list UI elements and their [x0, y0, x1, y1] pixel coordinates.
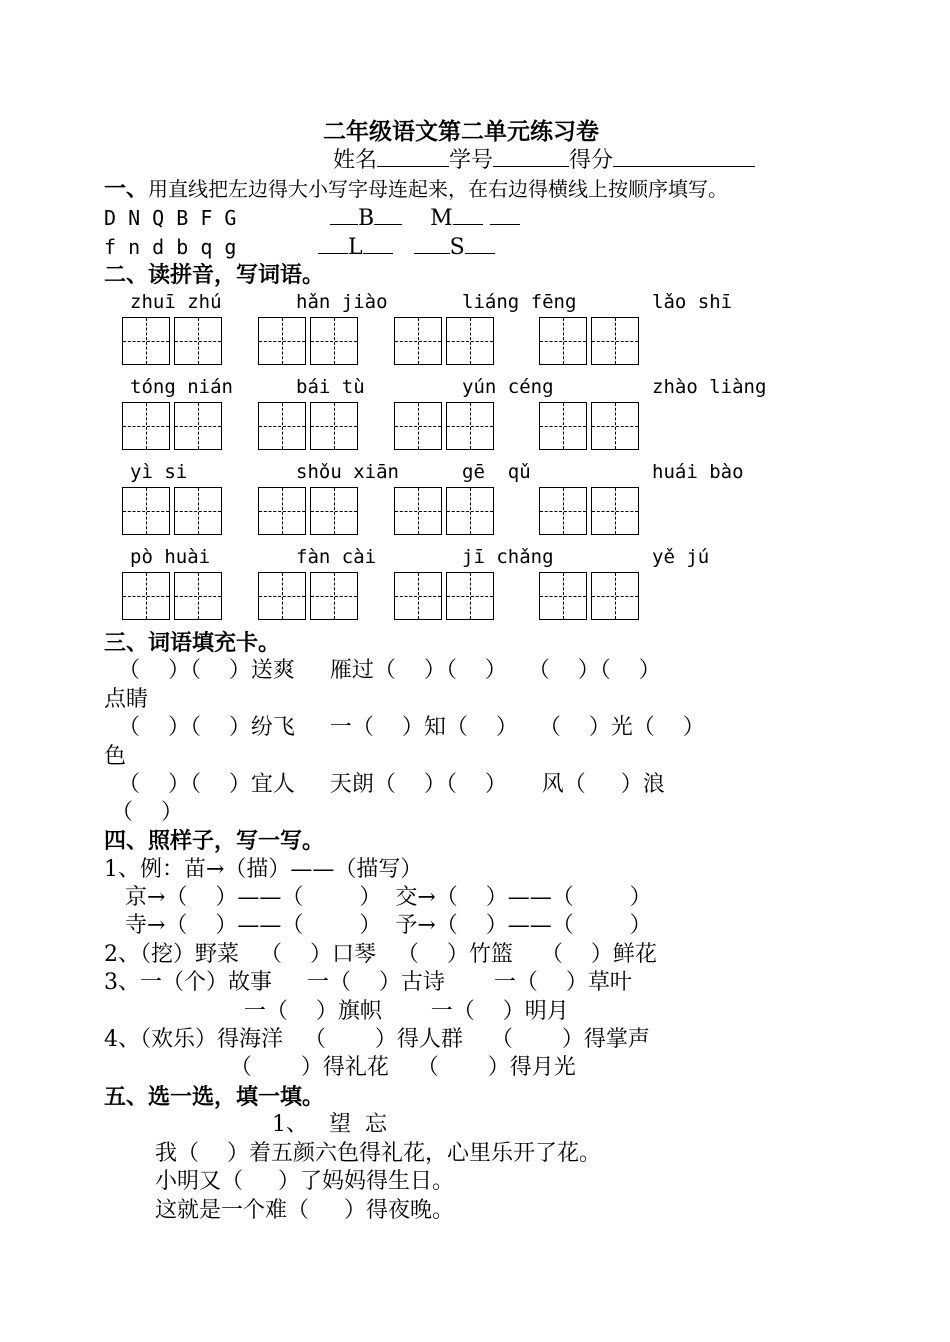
writing-box[interactable]	[258, 402, 306, 450]
writing-box[interactable]	[174, 317, 222, 365]
writing-box[interactable]	[591, 572, 639, 620]
pinyin-label: yě jú	[652, 546, 710, 568]
idiom-line: （ ）	[104, 800, 183, 825]
writing-box[interactable]	[446, 402, 494, 450]
pinyin-label: huái bào	[652, 461, 744, 483]
writing-box[interactable]	[539, 317, 587, 365]
writing-box[interactable]	[591, 317, 639, 365]
pinyin-label: gē qǔ	[462, 461, 531, 483]
pinyin-label: zhào liàng	[652, 376, 767, 398]
score-field[interactable]	[613, 146, 755, 167]
section-5-heading: 五、选一选，填一填。	[104, 1084, 325, 1110]
blank[interactable]	[465, 233, 495, 254]
word-options: 1、 望 忘	[272, 1112, 387, 1137]
pinyin-label: yún céng	[462, 376, 554, 398]
writing-box[interactable]	[258, 572, 306, 620]
writing-box[interactable]	[122, 402, 170, 450]
letter-b: B	[358, 206, 375, 231]
pinyin-label: pò huài	[130, 546, 211, 568]
blank[interactable]	[374, 204, 402, 225]
writing-box[interactable]	[310, 487, 358, 535]
writing-box[interactable]	[310, 317, 358, 365]
pinyin-label: shǒu xiān	[296, 461, 399, 483]
section-1-heading: 一、	[104, 176, 149, 202]
section-1-text: 用直线把左边得大小写字母连起来，在右边得横线上按顺序填写。	[148, 177, 729, 201]
writing-box[interactable]	[122, 317, 170, 365]
fill-sentence: 这就是一个难（ ）得夜晚。	[155, 1198, 454, 1223]
writing-box[interactable]	[310, 402, 358, 450]
name-label: 姓名	[333, 148, 378, 173]
pinyin-label: jī chǎng	[462, 546, 554, 568]
lowercase-letters: f n d b q g	[104, 235, 237, 259]
section-2-heading: 二、读拼音，写词语。	[104, 262, 325, 288]
pinyin-label: bái tù	[296, 376, 365, 398]
idiom-line: （ ）（ ）纷飞 一（ ）知（ ） （ ）光（ ）	[104, 715, 705, 740]
writing-box[interactable]	[174, 487, 222, 535]
exercise-line: 3、一（个）故事 一（ ）古诗 一（ ）草叶	[104, 970, 632, 995]
section-3-heading: 三、词语填充卡。	[104, 630, 281, 656]
writing-box[interactable]	[122, 572, 170, 620]
exercise-line: 2、（挖）野菜 （ ）口琴 （ ）竹篮 （ ）鲜花	[104, 942, 657, 967]
writing-box[interactable]	[122, 487, 170, 535]
writing-box[interactable]	[591, 402, 639, 450]
writing-box[interactable]	[539, 402, 587, 450]
pinyin-label: yì si	[130, 461, 188, 483]
writing-box[interactable]	[258, 317, 306, 365]
uppercase-letters: D N Q B F G	[104, 206, 237, 230]
pinyin-label: tóng nián	[130, 376, 233, 398]
exercise-line: 寺→（ ）——（ ） 予→（ ）——（ ）	[104, 913, 652, 938]
writing-box[interactable]	[539, 487, 587, 535]
name-field[interactable]	[377, 146, 449, 167]
pinyin-label: liáng fēng	[462, 291, 577, 313]
pinyin-label: hǎn jiào	[296, 291, 388, 313]
idiom-line: 色	[104, 744, 127, 769]
exercise-line: （ ）得礼花 （ ）得月光	[104, 1055, 576, 1080]
writing-box[interactable]	[446, 572, 494, 620]
letter-s: S	[449, 235, 465, 260]
letter-m: M	[430, 206, 453, 231]
blank[interactable]	[318, 233, 348, 254]
writing-box[interactable]	[394, 402, 442, 450]
blank[interactable]	[453, 204, 483, 225]
idiom-line: 点睛	[104, 687, 149, 712]
blank[interactable]	[330, 204, 358, 225]
idiom-line: （ ）（ ）送爽 雁过（ ）（ ） （ ）（ ）	[104, 658, 661, 683]
pinyin-label: fàn cài	[296, 546, 377, 568]
fill-sentence: 我（ ）着五颜六色得礼花，心里乐开了花。	[155, 1141, 601, 1166]
idiom-line: （ ）（ ）宜人 天朗（ ）（ ） 风（ ）浪	[104, 772, 665, 797]
writing-box[interactable]	[174, 572, 222, 620]
student-info-line	[333, 146, 755, 175]
lowercase-answer-line	[318, 233, 495, 262]
page-title: 二年级语文第二单元练习卷	[323, 118, 599, 145]
exercise-line: 京→（ ）——（ ） 交→（ ）——（ ）	[104, 885, 652, 910]
writing-box[interactable]	[310, 572, 358, 620]
writing-box[interactable]	[591, 487, 639, 535]
id-label: 学号	[449, 148, 494, 173]
writing-box[interactable]	[394, 317, 442, 365]
exercise-line: 一（ ）旗帜 一（ ）明月	[104, 999, 569, 1024]
section-4-heading: 四、照样子，写一写。	[104, 828, 325, 854]
blank[interactable]	[363, 233, 393, 254]
id-field[interactable]	[493, 146, 569, 167]
writing-box[interactable]	[174, 402, 222, 450]
blank[interactable]	[414, 233, 450, 254]
writing-box[interactable]	[446, 317, 494, 365]
letter-l: L	[348, 235, 363, 260]
pinyin-label: zhuī zhú	[130, 291, 222, 313]
writing-box[interactable]	[394, 572, 442, 620]
uppercase-answer-line	[330, 204, 520, 233]
exercise-line: 4、（欢乐）得海洋 （ ）得人群 （ ）得掌声	[104, 1027, 650, 1052]
blank[interactable]	[490, 204, 520, 225]
writing-box[interactable]	[258, 487, 306, 535]
writing-box[interactable]	[394, 487, 442, 535]
fill-sentence: 小明又（ ）了妈妈得生日。	[155, 1169, 454, 1194]
pinyin-label: lǎo shī	[652, 291, 733, 313]
exercise-line: 1、例：苗→（描）——（描写）	[104, 857, 423, 882]
section-1-instruction	[104, 175, 728, 204]
writing-box[interactable]	[539, 572, 587, 620]
writing-box[interactable]	[446, 487, 494, 535]
score-label: 得分	[569, 148, 614, 173]
